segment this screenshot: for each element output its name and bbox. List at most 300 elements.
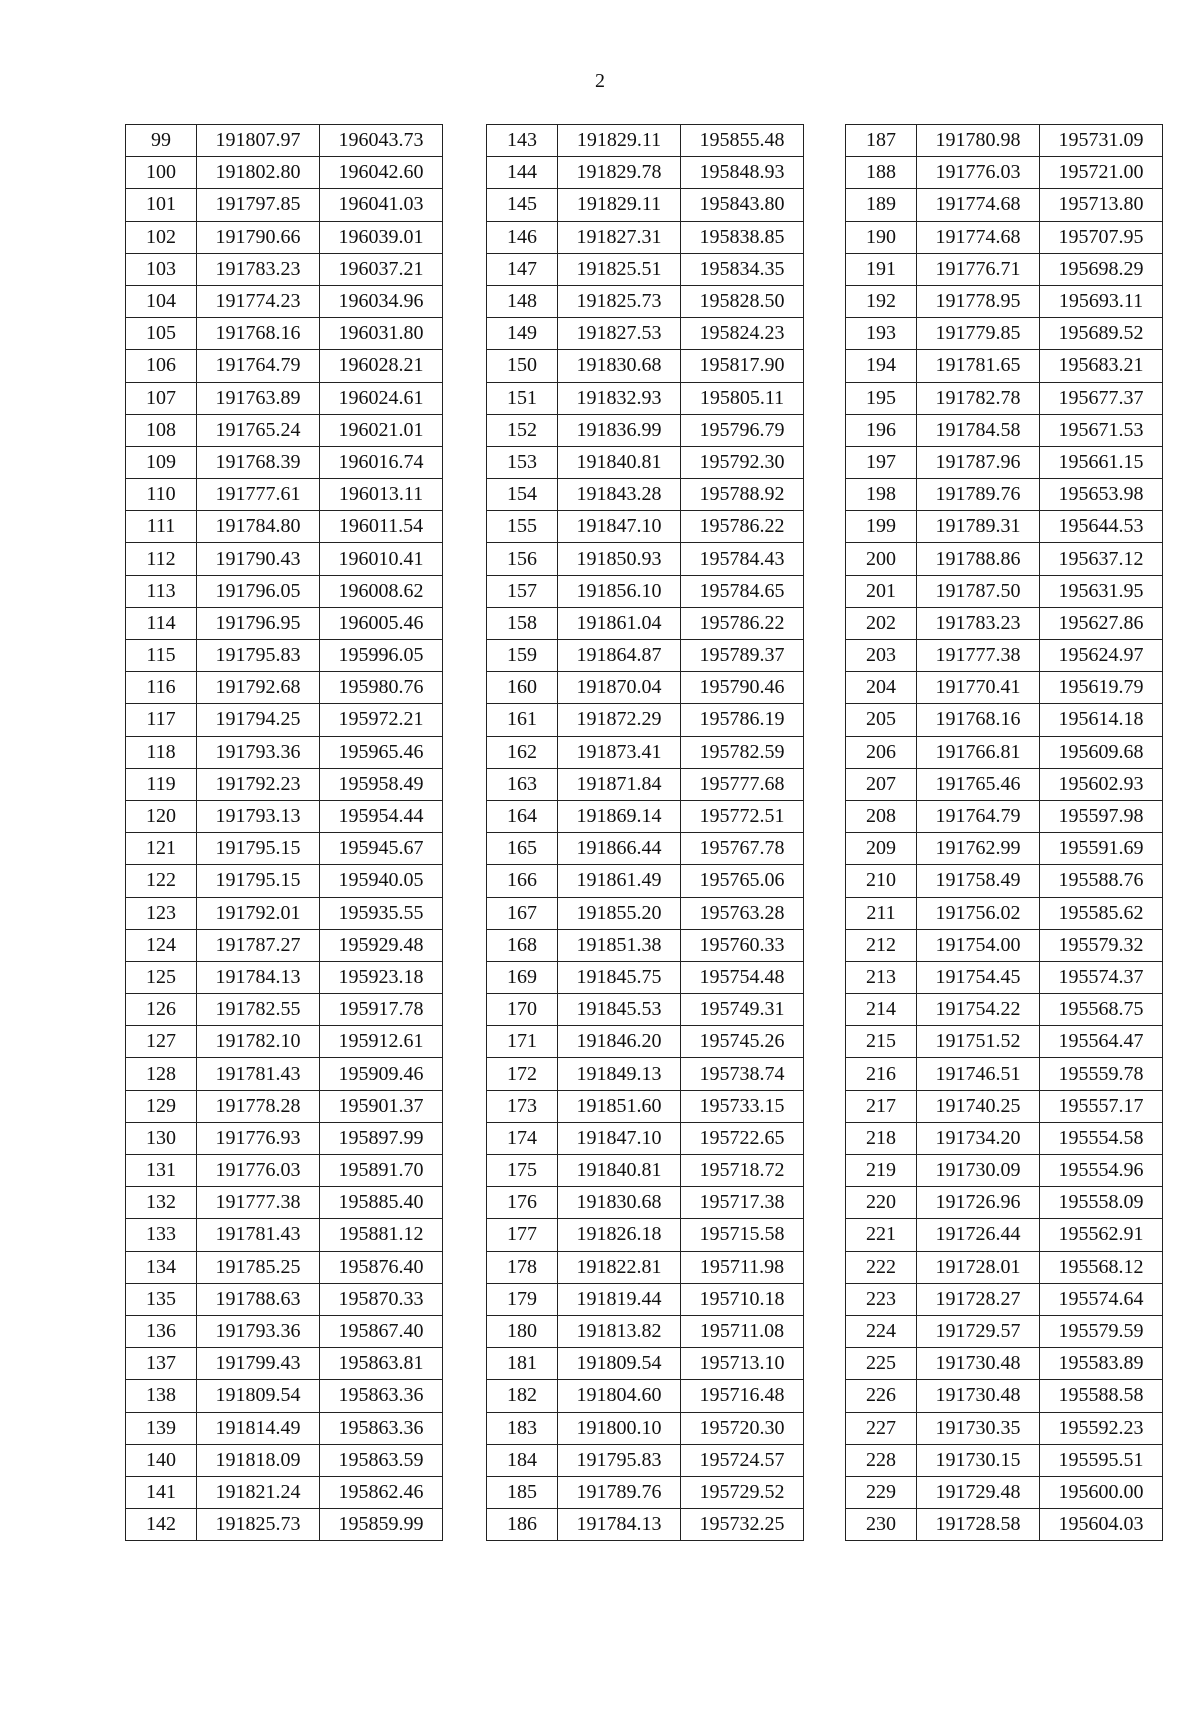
y-coordinate-cell: 195729.52 xyxy=(681,1476,804,1508)
x-coordinate-cell: 191784.58 xyxy=(917,414,1040,446)
y-coordinate-cell: 195760.33 xyxy=(681,929,804,961)
y-coordinate-cell: 195772.51 xyxy=(681,800,804,832)
y-coordinate-cell: 195958.49 xyxy=(320,768,443,800)
x-coordinate-cell: 191730.15 xyxy=(917,1444,1040,1476)
x-coordinate-cell: 191795.83 xyxy=(197,640,320,672)
y-coordinate-cell: 195876.40 xyxy=(320,1251,443,1283)
table-row xyxy=(487,897,804,929)
table-row xyxy=(487,575,804,607)
point-number-cell: 116 xyxy=(126,672,197,704)
table-row xyxy=(487,1509,804,1541)
point-number-cell: 212 xyxy=(846,929,917,961)
x-coordinate-cell: 191776.71 xyxy=(917,253,1040,285)
table-row xyxy=(846,961,1163,993)
table-row xyxy=(846,511,1163,543)
coordinate-table-1 xyxy=(125,124,443,1541)
table-row xyxy=(846,800,1163,832)
table-row xyxy=(846,1251,1163,1283)
table-row xyxy=(126,768,443,800)
point-number-cell: 162 xyxy=(487,736,558,768)
y-coordinate-cell: 195597.98 xyxy=(1040,800,1163,832)
x-coordinate-cell: 191836.99 xyxy=(558,414,681,446)
table-row xyxy=(846,607,1163,639)
x-coordinate-cell: 191763.89 xyxy=(197,382,320,414)
x-coordinate-cell: 191825.73 xyxy=(197,1509,320,1541)
y-coordinate-cell: 195715.58 xyxy=(681,1219,804,1251)
point-number-cell: 178 xyxy=(487,1251,558,1283)
table-row xyxy=(126,414,443,446)
point-number-cell: 156 xyxy=(487,543,558,575)
x-coordinate-cell: 191746.51 xyxy=(917,1058,1040,1090)
point-number-cell: 123 xyxy=(126,897,197,929)
point-number-cell: 226 xyxy=(846,1380,917,1412)
point-number-cell: 136 xyxy=(126,1315,197,1347)
x-coordinate-cell: 191768.16 xyxy=(197,318,320,350)
y-coordinate-cell: 195972.21 xyxy=(320,704,443,736)
x-coordinate-cell: 191851.60 xyxy=(558,1090,681,1122)
table-row xyxy=(126,318,443,350)
y-coordinate-cell: 195897.99 xyxy=(320,1122,443,1154)
x-coordinate-cell: 191825.73 xyxy=(558,285,681,317)
x-coordinate-cell: 191861.49 xyxy=(558,865,681,897)
point-number-cell: 115 xyxy=(126,640,197,672)
y-coordinate-cell: 195720.30 xyxy=(681,1412,804,1444)
point-number-cell: 114 xyxy=(126,607,197,639)
y-coordinate-cell: 195954.44 xyxy=(320,800,443,832)
table-row xyxy=(126,1380,443,1412)
point-number-cell: 169 xyxy=(487,961,558,993)
x-coordinate-cell: 191726.96 xyxy=(917,1187,1040,1219)
y-coordinate-cell: 195881.12 xyxy=(320,1219,443,1251)
table-row xyxy=(126,929,443,961)
y-coordinate-cell: 195901.37 xyxy=(320,1090,443,1122)
x-coordinate-cell: 191793.36 xyxy=(197,1315,320,1347)
point-number-cell: 110 xyxy=(126,479,197,511)
x-coordinate-cell: 191825.51 xyxy=(558,253,681,285)
table-row xyxy=(846,865,1163,897)
y-coordinate-cell: 195917.78 xyxy=(320,994,443,1026)
point-number-cell: 124 xyxy=(126,929,197,961)
x-coordinate-cell: 191802.80 xyxy=(197,157,320,189)
x-coordinate-cell: 191774.23 xyxy=(197,285,320,317)
x-coordinate-cell: 191768.39 xyxy=(197,446,320,478)
table-row xyxy=(487,768,804,800)
table-row xyxy=(487,1026,804,1058)
y-coordinate-cell: 195717.38 xyxy=(681,1187,804,1219)
table-row xyxy=(846,1122,1163,1154)
x-coordinate-cell: 191788.63 xyxy=(197,1283,320,1315)
x-coordinate-cell: 191730.35 xyxy=(917,1412,1040,1444)
table-row xyxy=(126,446,443,478)
table-row xyxy=(487,640,804,672)
point-number-cell: 203 xyxy=(846,640,917,672)
x-coordinate-cell: 191847.10 xyxy=(558,511,681,543)
point-number-cell: 112 xyxy=(126,543,197,575)
x-coordinate-cell: 191740.25 xyxy=(917,1090,1040,1122)
point-number-cell: 179 xyxy=(487,1283,558,1315)
y-coordinate-cell: 196008.62 xyxy=(320,575,443,607)
y-coordinate-cell: 195711.98 xyxy=(681,1251,804,1283)
y-coordinate-cell: 196042.60 xyxy=(320,157,443,189)
point-number-cell: 211 xyxy=(846,897,917,929)
point-number-cell: 189 xyxy=(846,189,917,221)
y-coordinate-cell: 195792.30 xyxy=(681,446,804,478)
table-row xyxy=(846,1155,1163,1187)
point-number-cell: 215 xyxy=(846,1026,917,1058)
point-number-cell: 227 xyxy=(846,1412,917,1444)
point-number-cell: 188 xyxy=(846,157,917,189)
table-row xyxy=(126,157,443,189)
y-coordinate-cell: 195716.48 xyxy=(681,1380,804,1412)
table-row xyxy=(487,1283,804,1315)
y-coordinate-cell: 195554.96 xyxy=(1040,1155,1163,1187)
point-number-cell: 140 xyxy=(126,1444,197,1476)
point-number-cell: 143 xyxy=(487,125,558,157)
x-coordinate-cell: 191840.81 xyxy=(558,1155,681,1187)
y-coordinate-cell: 195718.72 xyxy=(681,1155,804,1187)
table-row xyxy=(487,736,804,768)
y-coordinate-cell: 195834.35 xyxy=(681,253,804,285)
x-coordinate-cell: 191804.60 xyxy=(558,1380,681,1412)
table-row xyxy=(487,382,804,414)
table-row xyxy=(126,1509,443,1541)
y-coordinate-cell: 195885.40 xyxy=(320,1187,443,1219)
x-coordinate-cell: 191840.81 xyxy=(558,446,681,478)
table-row xyxy=(487,1412,804,1444)
y-coordinate-cell: 195817.90 xyxy=(681,350,804,382)
y-coordinate-cell: 195784.43 xyxy=(681,543,804,575)
point-number-cell: 120 xyxy=(126,800,197,832)
x-coordinate-cell: 191843.28 xyxy=(558,479,681,511)
x-coordinate-cell: 191782.78 xyxy=(917,382,1040,414)
point-number-cell: 192 xyxy=(846,285,917,317)
y-coordinate-cell: 195559.78 xyxy=(1040,1058,1163,1090)
table-row xyxy=(846,1026,1163,1058)
x-coordinate-cell: 191730.48 xyxy=(917,1380,1040,1412)
point-number-cell: 191 xyxy=(846,253,917,285)
y-coordinate-cell: 196016.74 xyxy=(320,446,443,478)
table-row xyxy=(487,1187,804,1219)
point-number-cell: 119 xyxy=(126,768,197,800)
point-number-cell: 187 xyxy=(846,125,917,157)
point-number-cell: 159 xyxy=(487,640,558,672)
point-number-cell: 154 xyxy=(487,479,558,511)
y-coordinate-cell: 195698.29 xyxy=(1040,253,1163,285)
table-row xyxy=(126,1026,443,1058)
x-coordinate-cell: 191730.48 xyxy=(917,1348,1040,1380)
x-coordinate-cell: 191764.79 xyxy=(917,800,1040,832)
x-coordinate-cell: 191789.76 xyxy=(558,1476,681,1508)
y-coordinate-cell: 196041.03 xyxy=(320,189,443,221)
point-number-cell: 163 xyxy=(487,768,558,800)
point-number-cell: 201 xyxy=(846,575,917,607)
point-number-cell: 174 xyxy=(487,1122,558,1154)
point-number-cell: 139 xyxy=(126,1412,197,1444)
x-coordinate-cell: 191864.87 xyxy=(558,640,681,672)
table-row xyxy=(846,994,1163,1026)
x-coordinate-cell: 191777.38 xyxy=(917,640,1040,672)
table-row xyxy=(126,1058,443,1090)
point-number-cell: 229 xyxy=(846,1476,917,1508)
point-number-cell: 200 xyxy=(846,543,917,575)
table-row xyxy=(126,1476,443,1508)
x-coordinate-cell: 191777.38 xyxy=(197,1187,320,1219)
table-row xyxy=(846,253,1163,285)
table-row xyxy=(846,414,1163,446)
point-number-cell: 111 xyxy=(126,511,197,543)
x-coordinate-cell: 191782.55 xyxy=(197,994,320,1026)
point-number-cell: 161 xyxy=(487,704,558,736)
point-number-cell: 193 xyxy=(846,318,917,350)
point-number-cell: 106 xyxy=(126,350,197,382)
table-row xyxy=(126,189,443,221)
point-number-cell: 99 xyxy=(126,125,197,157)
point-number-cell: 113 xyxy=(126,575,197,607)
x-coordinate-cell: 191790.43 xyxy=(197,543,320,575)
x-coordinate-cell: 191796.05 xyxy=(197,575,320,607)
y-coordinate-cell: 195595.51 xyxy=(1040,1444,1163,1476)
point-number-cell: 221 xyxy=(846,1219,917,1251)
table-row xyxy=(487,607,804,639)
x-coordinate-cell: 191730.09 xyxy=(917,1155,1040,1187)
y-coordinate-cell: 195627.86 xyxy=(1040,607,1163,639)
table-row xyxy=(846,672,1163,704)
table-row xyxy=(846,543,1163,575)
x-coordinate-cell: 191765.46 xyxy=(917,768,1040,800)
table-row xyxy=(846,382,1163,414)
table-row xyxy=(126,704,443,736)
x-coordinate-cell: 191779.85 xyxy=(917,318,1040,350)
y-coordinate-cell: 195980.76 xyxy=(320,672,443,704)
point-number-cell: 206 xyxy=(846,736,917,768)
y-coordinate-cell: 195855.48 xyxy=(681,125,804,157)
x-coordinate-cell: 191728.01 xyxy=(917,1251,1040,1283)
y-coordinate-cell: 195604.03 xyxy=(1040,1509,1163,1541)
x-coordinate-cell: 191768.16 xyxy=(917,704,1040,736)
x-coordinate-cell: 191781.43 xyxy=(197,1219,320,1251)
point-number-cell: 142 xyxy=(126,1509,197,1541)
y-coordinate-cell: 195733.15 xyxy=(681,1090,804,1122)
y-coordinate-cell: 195788.92 xyxy=(681,479,804,511)
y-coordinate-cell: 195707.95 xyxy=(1040,221,1163,253)
y-coordinate-cell: 195763.28 xyxy=(681,897,804,929)
x-coordinate-cell: 191795.15 xyxy=(197,865,320,897)
table-row xyxy=(126,511,443,543)
y-coordinate-cell: 195557.17 xyxy=(1040,1090,1163,1122)
table-row xyxy=(846,1476,1163,1508)
x-coordinate-cell: 191780.98 xyxy=(917,125,1040,157)
y-coordinate-cell: 195609.68 xyxy=(1040,736,1163,768)
y-coordinate-cell: 195588.76 xyxy=(1040,865,1163,897)
point-number-cell: 141 xyxy=(126,1476,197,1508)
y-coordinate-cell: 195568.75 xyxy=(1040,994,1163,1026)
point-number-cell: 220 xyxy=(846,1187,917,1219)
y-coordinate-cell: 195677.37 xyxy=(1040,382,1163,414)
y-coordinate-cell: 195713.80 xyxy=(1040,189,1163,221)
y-coordinate-cell: 195862.46 xyxy=(320,1476,443,1508)
x-coordinate-cell: 191822.81 xyxy=(558,1251,681,1283)
x-coordinate-cell: 191847.10 xyxy=(558,1122,681,1154)
table-row xyxy=(126,672,443,704)
x-coordinate-cell: 191845.75 xyxy=(558,961,681,993)
table-row xyxy=(126,1219,443,1251)
y-coordinate-cell: 195863.59 xyxy=(320,1444,443,1476)
y-coordinate-cell: 195738.74 xyxy=(681,1058,804,1090)
y-coordinate-cell: 195683.21 xyxy=(1040,350,1163,382)
x-coordinate-cell: 191764.79 xyxy=(197,350,320,382)
y-coordinate-cell: 195838.85 xyxy=(681,221,804,253)
table-row xyxy=(846,479,1163,511)
y-coordinate-cell: 195863.81 xyxy=(320,1348,443,1380)
x-coordinate-cell: 191814.49 xyxy=(197,1412,320,1444)
y-coordinate-cell: 195653.98 xyxy=(1040,479,1163,511)
y-coordinate-cell: 195912.61 xyxy=(320,1026,443,1058)
x-coordinate-cell: 191776.03 xyxy=(917,157,1040,189)
point-number-cell: 185 xyxy=(487,1476,558,1508)
table-row xyxy=(126,575,443,607)
y-coordinate-cell: 196037.21 xyxy=(320,253,443,285)
y-coordinate-cell: 195859.99 xyxy=(320,1509,443,1541)
y-coordinate-cell: 195554.58 xyxy=(1040,1122,1163,1154)
x-coordinate-cell: 191754.45 xyxy=(917,961,1040,993)
x-coordinate-cell: 191856.10 xyxy=(558,575,681,607)
x-coordinate-cell: 191787.96 xyxy=(917,446,1040,478)
x-coordinate-cell: 191784.80 xyxy=(197,511,320,543)
y-coordinate-cell: 195585.62 xyxy=(1040,897,1163,929)
point-number-cell: 104 xyxy=(126,285,197,317)
y-coordinate-cell: 195940.05 xyxy=(320,865,443,897)
table-row xyxy=(126,1348,443,1380)
x-coordinate-cell: 191869.14 xyxy=(558,800,681,832)
point-number-cell: 150 xyxy=(487,350,558,382)
point-number-cell: 105 xyxy=(126,318,197,350)
point-number-cell: 155 xyxy=(487,511,558,543)
table-row xyxy=(126,382,443,414)
table-row xyxy=(487,1348,804,1380)
x-coordinate-cell: 191807.97 xyxy=(197,125,320,157)
x-coordinate-cell: 191795.15 xyxy=(197,833,320,865)
y-coordinate-cell: 195843.80 xyxy=(681,189,804,221)
x-coordinate-cell: 191793.36 xyxy=(197,736,320,768)
point-number-cell: 144 xyxy=(487,157,558,189)
x-coordinate-cell: 191789.31 xyxy=(917,511,1040,543)
point-number-cell: 107 xyxy=(126,382,197,414)
point-number-cell: 214 xyxy=(846,994,917,1026)
point-number-cell: 147 xyxy=(487,253,558,285)
y-coordinate-cell: 195568.12 xyxy=(1040,1251,1163,1283)
point-number-cell: 129 xyxy=(126,1090,197,1122)
table-row xyxy=(846,1187,1163,1219)
table-row xyxy=(846,221,1163,253)
y-coordinate-cell: 196028.21 xyxy=(320,350,443,382)
table-row xyxy=(126,285,443,317)
x-coordinate-cell: 191792.23 xyxy=(197,768,320,800)
y-coordinate-cell: 195579.59 xyxy=(1040,1315,1163,1347)
point-number-cell: 158 xyxy=(487,607,558,639)
point-number-cell: 224 xyxy=(846,1315,917,1347)
point-number-cell: 145 xyxy=(487,189,558,221)
x-coordinate-cell: 191829.78 xyxy=(558,157,681,189)
table-row xyxy=(126,607,443,639)
point-number-cell: 217 xyxy=(846,1090,917,1122)
table-row xyxy=(487,1251,804,1283)
x-coordinate-cell: 191830.68 xyxy=(558,350,681,382)
point-number-cell: 210 xyxy=(846,865,917,897)
point-number-cell: 198 xyxy=(846,479,917,511)
y-coordinate-cell: 196011.54 xyxy=(320,511,443,543)
x-coordinate-cell: 191809.54 xyxy=(197,1380,320,1412)
point-number-cell: 199 xyxy=(846,511,917,543)
table-row xyxy=(846,704,1163,736)
point-number-cell: 122 xyxy=(126,865,197,897)
table-row xyxy=(487,125,804,157)
table-row xyxy=(487,800,804,832)
point-number-cell: 132 xyxy=(126,1187,197,1219)
y-coordinate-cell: 195624.97 xyxy=(1040,640,1163,672)
table-row xyxy=(487,961,804,993)
point-number-cell: 117 xyxy=(126,704,197,736)
point-number-cell: 171 xyxy=(487,1026,558,1058)
x-coordinate-cell: 191774.68 xyxy=(917,221,1040,253)
y-coordinate-cell: 195782.59 xyxy=(681,736,804,768)
x-coordinate-cell: 191728.27 xyxy=(917,1283,1040,1315)
point-number-cell: 151 xyxy=(487,382,558,414)
y-coordinate-cell: 195965.46 xyxy=(320,736,443,768)
x-coordinate-cell: 191797.85 xyxy=(197,189,320,221)
table-row xyxy=(126,1090,443,1122)
table-row xyxy=(846,1058,1163,1090)
x-coordinate-cell: 191726.44 xyxy=(917,1219,1040,1251)
y-coordinate-cell: 196005.46 xyxy=(320,607,443,639)
point-number-cell: 183 xyxy=(487,1412,558,1444)
table-row xyxy=(846,318,1163,350)
y-coordinate-cell: 195848.93 xyxy=(681,157,804,189)
y-coordinate-cell: 195574.37 xyxy=(1040,961,1163,993)
point-number-cell: 165 xyxy=(487,833,558,865)
y-coordinate-cell: 195564.47 xyxy=(1040,1026,1163,1058)
y-coordinate-cell: 196039.01 xyxy=(320,221,443,253)
y-coordinate-cell: 195721.00 xyxy=(1040,157,1163,189)
table-row xyxy=(846,1380,1163,1412)
table-row xyxy=(846,575,1163,607)
table-row xyxy=(846,1348,1163,1380)
point-number-cell: 167 xyxy=(487,897,558,929)
y-coordinate-cell: 195614.18 xyxy=(1040,704,1163,736)
x-coordinate-cell: 191787.27 xyxy=(197,929,320,961)
table-row xyxy=(126,1187,443,1219)
point-number-cell: 168 xyxy=(487,929,558,961)
point-number-cell: 121 xyxy=(126,833,197,865)
x-coordinate-cell: 191861.04 xyxy=(558,607,681,639)
x-coordinate-cell: 191762.99 xyxy=(917,833,1040,865)
x-coordinate-cell: 191787.50 xyxy=(917,575,1040,607)
y-coordinate-cell: 195786.22 xyxy=(681,607,804,639)
table-row xyxy=(126,350,443,382)
y-coordinate-cell: 195786.22 xyxy=(681,511,804,543)
table-row xyxy=(846,1444,1163,1476)
point-number-cell: 160 xyxy=(487,672,558,704)
point-number-cell: 190 xyxy=(846,221,917,253)
y-coordinate-cell: 196031.80 xyxy=(320,318,443,350)
table-row xyxy=(846,640,1163,672)
table-row xyxy=(846,1412,1163,1444)
table-row xyxy=(126,1283,443,1315)
y-coordinate-cell: 195891.70 xyxy=(320,1155,443,1187)
x-coordinate-cell: 191871.84 xyxy=(558,768,681,800)
x-coordinate-cell: 191784.13 xyxy=(197,961,320,993)
x-coordinate-cell: 191829.11 xyxy=(558,189,681,221)
point-number-cell: 175 xyxy=(487,1155,558,1187)
